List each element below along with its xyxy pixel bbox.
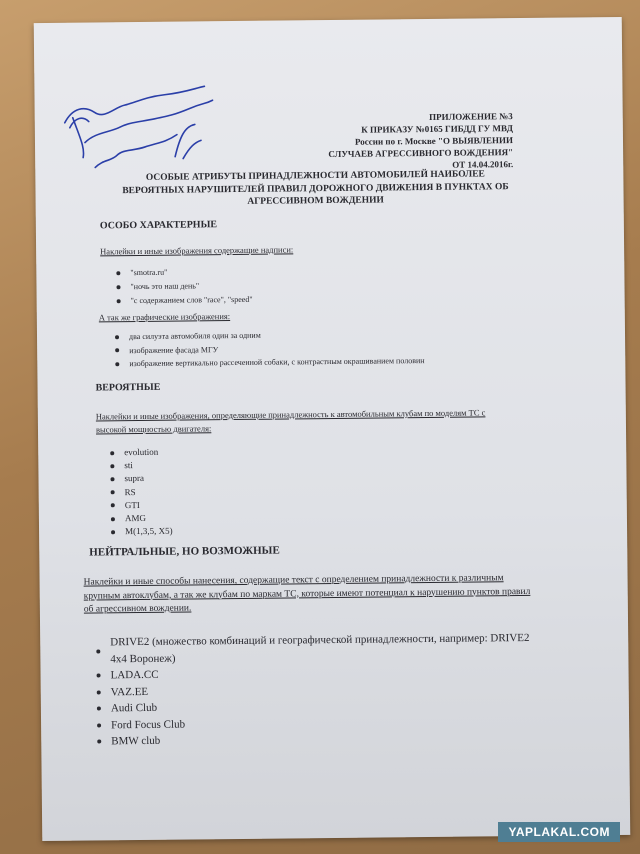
document-title: ОСОБЫЕ АТРИБУТЫ ПРИНАДЛЕЖНОСТИ АВТОМОБИЛЕЙ НАИБОЛЕЕ ВЕРОЯТНЫХ НАРУШИТЕЛЕЙ ПРАВИЛ ДОРОЖНОГО ДВИЖЕНИЯ В ПУНКТАХ ОБ АГРЕССИВНОМ ВОЖДЕНИИ [122, 169, 509, 207]
list-item: AMG [111, 512, 173, 526]
appendix-header [273, 110, 514, 173]
list-item: RS [111, 485, 173, 499]
document-sheet [34, 17, 631, 841]
list-item: Ford Focus Club [97, 712, 531, 733]
appendix-line: СЛУЧАЕВ АГРЕССИВНОГО ВОЖДЕНИЯ" [328, 147, 514, 160]
section-subheading: Наклейки и иные способы нанесения, содержащие текст с определением принадлежности к различным крупным автоклубам, а так же клубам по маркам ТС, которые имеют потенциал к нарушению пунктов правил об агрессивном вождении. [83, 573, 531, 615]
list-item: Audi Club [97, 696, 531, 717]
appendix-line: ПРИЛОЖЕНИЕ №3 [428, 111, 513, 122]
bullet-list [115, 327, 425, 371]
list-item: supra [110, 472, 172, 486]
list-item: два силуэта автомобиля один за одним [115, 327, 424, 344]
list-item: "с содержанием слов "race", "speed" [117, 293, 253, 308]
appendix-line: К ПРИКАЗУ №0165 ГИБДД ГУ МВД [361, 123, 513, 135]
list-item: M(1,3,5, X5) [111, 525, 173, 539]
bullet-list [96, 630, 531, 750]
section-heading: НЕЙТРАЛЬНЫЕ, НО ВОЗМОЖНЫЕ [89, 544, 280, 559]
watermark: YAPLAKAL.COM [498, 822, 620, 842]
section-heading: ВЕРОЯТНЫЕ [95, 381, 161, 394]
list-item: BMW club [97, 729, 531, 750]
list-item: VAZ.EE [97, 679, 531, 700]
list-item: sti [110, 459, 172, 473]
bullet-list [110, 446, 172, 539]
list-item: изображение фасада МГУ [115, 341, 424, 358]
section-subheading: Наклейки и иные изображения, определяющие принадлежность к автомобильным клубам по моделям ТС с высокой мощностью двигателя: [95, 407, 486, 435]
bullet-list [116, 265, 252, 308]
appendix-line: ОТ 14.04.2016г. [452, 159, 514, 170]
section-subheading: А так же графические изображения: [98, 311, 231, 323]
appendix-line: России по г. Москве "О ВЫЯВЛЕНИИ [354, 135, 514, 147]
list-item: изображение вертикально рассеченной собаки, с контрастным окрашиванием половин [115, 354, 424, 371]
list-item: "smotra.ru" [116, 265, 252, 280]
section-heading: ОСОБО ХАРАКТЕРНЫЕ [99, 219, 218, 232]
list-item: LADA.CC [96, 663, 530, 684]
list-item: DRIVE2 (множество комбинаций и географической принадлежности, например: DRIVE2 4x4 Воронеж) [96, 630, 530, 668]
section-subheading: Наклейки и иные изображения содержащие надписи: [100, 244, 294, 257]
list-item: "ночь это наш день" [116, 279, 252, 294]
list-item: evolution [110, 446, 172, 460]
list-item: GTI [111, 498, 173, 512]
